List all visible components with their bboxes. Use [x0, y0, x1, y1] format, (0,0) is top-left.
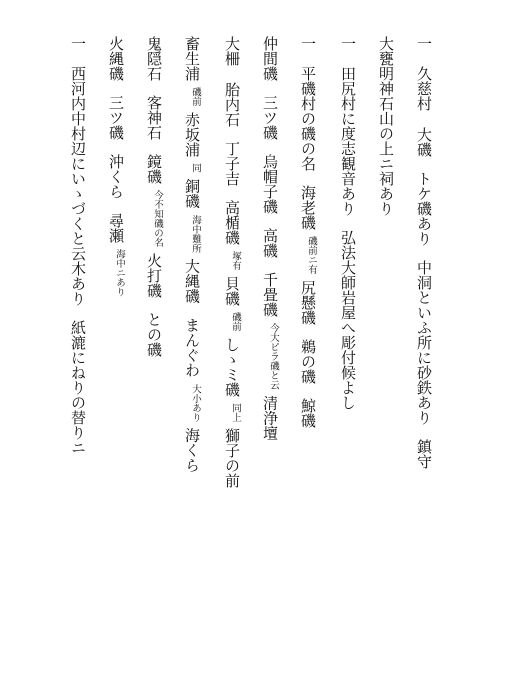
text-run: 客神石: [145, 95, 163, 140]
text-column: [262, 36, 278, 441]
interlinear-note: [230, 312, 240, 331]
note-line: の名: [152, 228, 163, 247]
text-run: 一 平磯村の磯の名: [299, 36, 317, 171]
text-run: 貝磯: [223, 276, 241, 306]
note-line: 磯前: [190, 87, 201, 106]
text-run: 紙漉にねりの替りニ: [69, 320, 87, 455]
note-line: ラ磯と云: [268, 351, 279, 390]
text-run: 火打磯: [145, 253, 163, 298]
text-column: [300, 36, 316, 428]
text-run: 海くら: [183, 427, 201, 473]
text-run: 高磯: [261, 228, 279, 258]
text-column: [108, 36, 124, 303]
text-run: 獅子の前: [223, 428, 241, 488]
text-run: 清浄壇: [261, 395, 279, 441]
interlinear-note: [306, 236, 316, 274]
text-run: 大磯: [415, 127, 433, 157]
text-run: 丁子吉: [223, 141, 241, 186]
note-line: 同上: [230, 403, 241, 422]
text-run: 大甕明神石山の上ニ祠あり: [377, 36, 395, 216]
text-run: 一 田尻村に度志観音あり: [339, 36, 357, 216]
text-run: 弘法大師岩屋へ彫付候よし: [339, 230, 357, 410]
text-run: 火縄磯: [107, 36, 125, 81]
text-run: まんぐわ: [183, 317, 201, 378]
note-line: 今不知磯: [152, 190, 163, 228]
note-line: 塚有: [230, 251, 241, 270]
interlinear-note: [190, 87, 200, 106]
note-line: 海中: [190, 214, 201, 234]
text-run: 仲間磯: [261, 36, 279, 81]
interlinear-note: [230, 251, 240, 270]
note-line: あり: [190, 402, 201, 422]
text-run: 大縄磯: [183, 258, 201, 304]
note-line: 海中ニあり: [114, 249, 125, 297]
text-run: 鯨磯: [299, 398, 317, 428]
note-line: 磯前: [230, 312, 241, 331]
text-column: [146, 36, 162, 357]
text-run: 一 久慈村: [415, 36, 433, 111]
text-run: 銅磯: [183, 178, 201, 209]
interlinear-note: [152, 190, 162, 247]
note-line: ニ有: [306, 255, 317, 274]
text-run: 畜生浦: [183, 36, 201, 81]
text-run: 三ツ磯: [107, 95, 125, 140]
interlinear-note: [114, 249, 124, 297]
text-column: [224, 36, 240, 488]
text-run: 尻懸磯: [299, 280, 317, 325]
text-column: [70, 36, 86, 455]
text-column: [416, 36, 432, 469]
text-run: 尋瀬: [107, 213, 125, 243]
text-run: 鎮守: [415, 439, 433, 469]
text-column: [184, 36, 200, 473]
text-column: [378, 36, 394, 216]
interlinear-note: [190, 215, 200, 253]
note-line: 同: [190, 163, 201, 173]
text-run: との磯: [145, 312, 163, 357]
note-line: 難所: [190, 233, 201, 253]
text-run: 三ツ磯: [261, 95, 279, 140]
text-run: 大柵: [223, 36, 241, 66]
text-run: 赤坂浦: [183, 112, 201, 157]
interlinear-note: [190, 384, 200, 422]
text-run: しゝミ磯: [223, 337, 241, 397]
text-run: 中洞といふ所に砂鉄あり: [415, 260, 433, 425]
interlinear-note: [190, 163, 200, 173]
text-run: 沖くら: [107, 154, 125, 199]
text-run: 高楯磯: [223, 200, 241, 245]
note-line: 磯前: [306, 236, 317, 255]
interlinear-note: [268, 323, 278, 390]
text-run: 千畳磯: [261, 272, 279, 317]
text-run: 鏡磯: [145, 154, 163, 184]
text-run: 海老磯: [299, 185, 317, 230]
text-run: 胎内石: [223, 82, 241, 127]
text-run: 一 西河内中村辺にいゝづくと云木あり: [69, 36, 87, 306]
text-run: トケ磯あり: [415, 171, 433, 246]
text-column: [340, 36, 356, 410]
interlinear-note: [230, 403, 240, 422]
text-run: 鵜の磯: [299, 339, 317, 384]
note-line: 今大ピ: [268, 323, 279, 352]
text-run: 鬼隠石: [145, 36, 163, 81]
text-run: 烏帽子磯: [261, 154, 279, 214]
note-line: 大小: [190, 383, 201, 403]
